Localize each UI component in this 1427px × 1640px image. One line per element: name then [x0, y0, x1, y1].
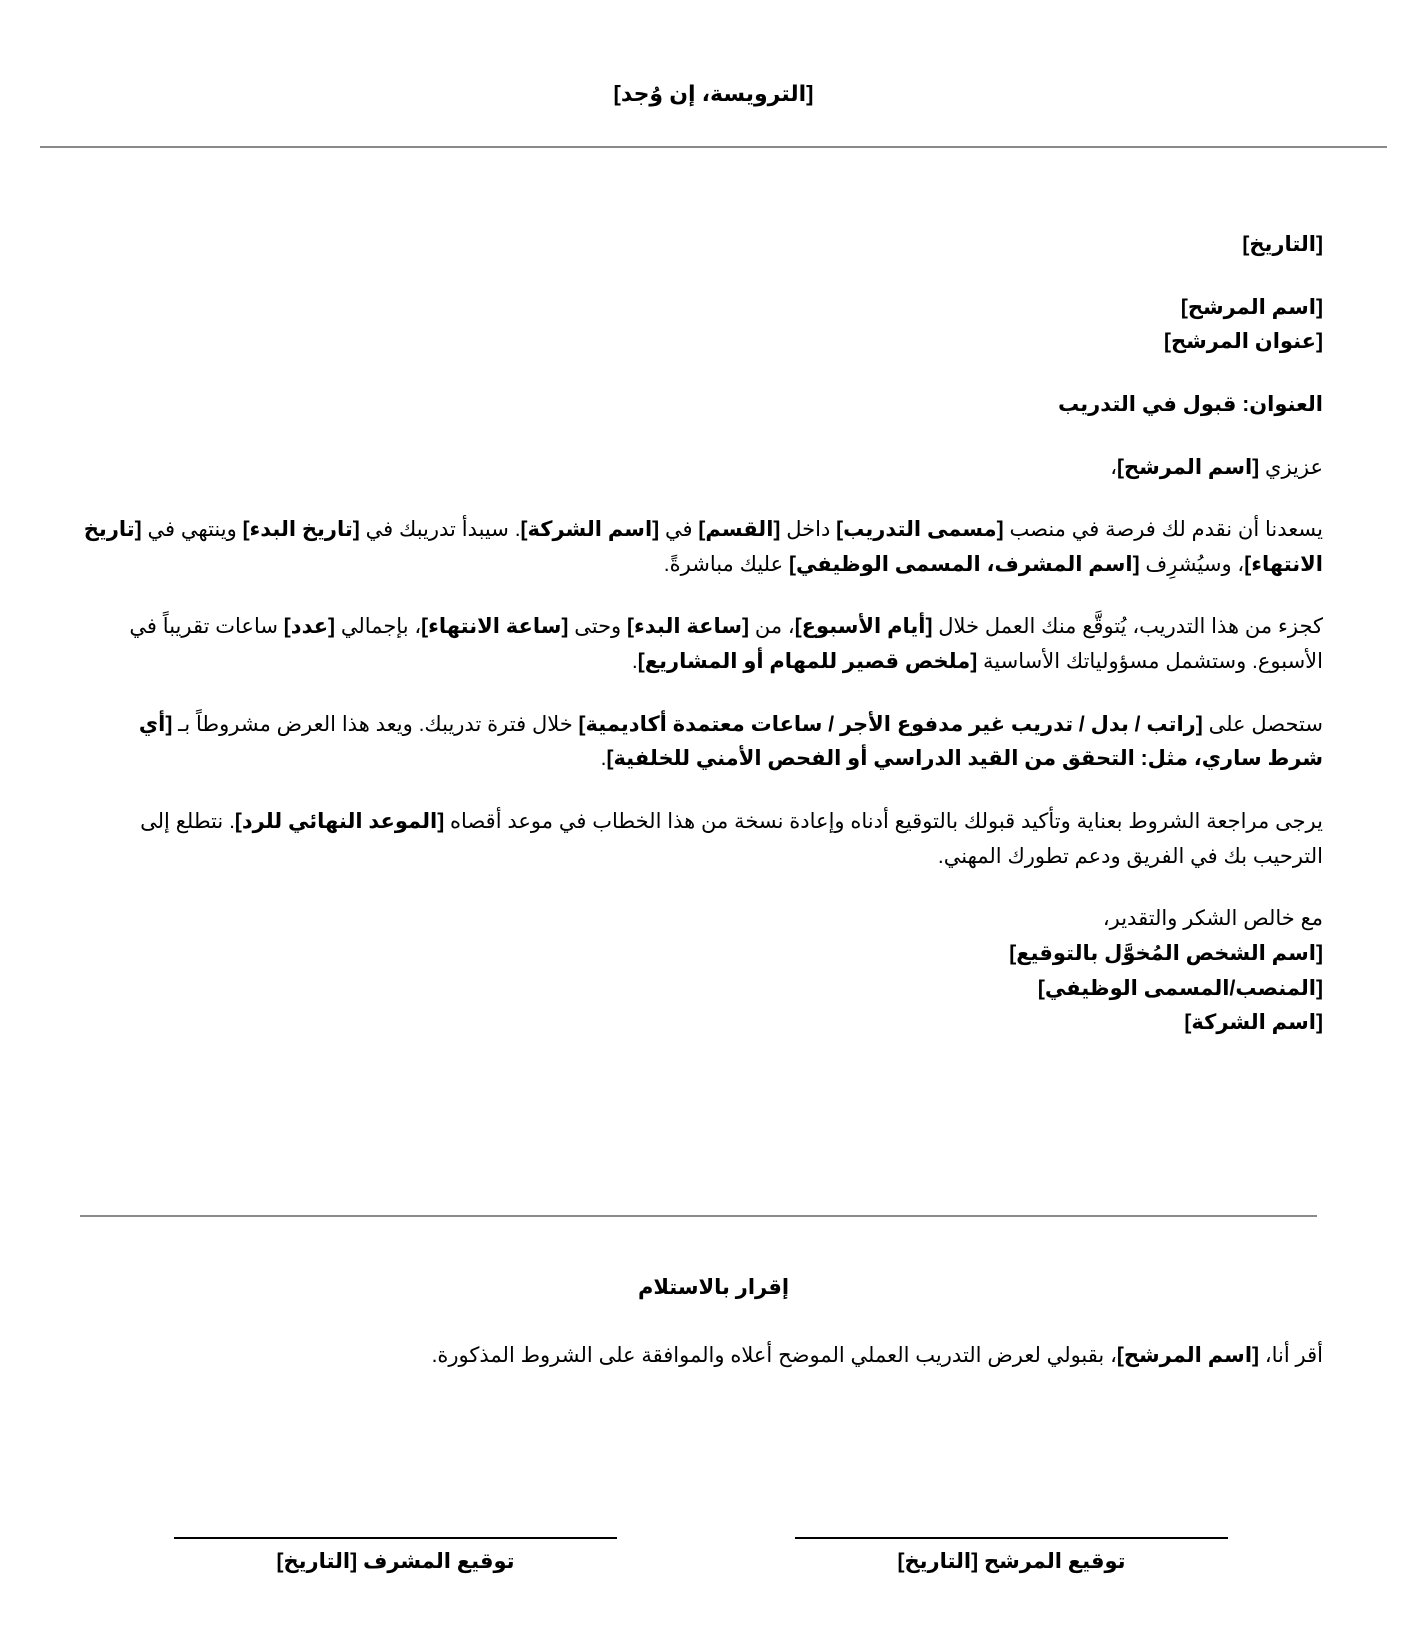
- placeholder-conditions: [أي شرط ساري، مثل: التحقق من القيد الدراسي أو الفحص الأمني للخلفية]: [138, 712, 1323, 771]
- text: داخل: [780, 518, 837, 542]
- text: ساعات تقريباً في الأسبوع. وستشمل مسؤولياتك الأساسية: [129, 615, 1323, 674]
- greeting-suffix: ،: [1110, 455, 1118, 479]
- placeholder-candidate-name: [اسم المرشح]: [1116, 1344, 1260, 1367]
- candidate-signature-line[interactable]: [795, 1537, 1228, 1539]
- placeholder-tasks-summary: [ملخص قصير للمهام أو المشاريع]: [637, 650, 978, 674]
- text: . نتطلع إلى الترحيب بك في الفريق ودعم تطورك المهني.: [140, 810, 1323, 868]
- text: يرجى مراجعة الشروط بعناية وتأكيد قبولك بالتوقيع أدناه وإعادة نسخة من هذا الخطاب في موعد أقصاه: [444, 810, 1323, 834]
- text: في: [659, 518, 699, 542]
- placeholder-compensation: [راتب / بدل / تدريب غير مدفوع الأجر / ساعات معتمدة أكاديمية]: [578, 712, 1203, 736]
- placeholder-company: [اسم الشركة]: [520, 518, 660, 542]
- recipient-address: [عنوان المرشح]: [1163, 330, 1323, 354]
- placeholder-start-hour: [ساعة البدء]: [627, 615, 749, 639]
- top-divider: [40, 146, 1387, 148]
- text: يسعدنا أن نقدم لك فرصة في منصب: [1003, 518, 1323, 542]
- text: ، بإجمالي: [335, 615, 422, 639]
- placeholder-supervisor: [اسم المشرف، المسمى الوظيفي]: [789, 552, 1140, 576]
- text: أقر أنا،: [1259, 1344, 1323, 1367]
- text: وينتهي في: [141, 518, 243, 542]
- candidate-signature-label: توقيع المرشح [التاريخ]: [897, 1550, 1126, 1573]
- placeholder-start-date: [تاريخ البدء]: [242, 518, 360, 542]
- greeting-name: [اسم المرشح]: [1117, 455, 1260, 479]
- placeholder-weekdays: [أيام الأسبوع]: [794, 615, 933, 639]
- text: عليك مباشرةً.: [663, 552, 789, 576]
- placeholder-end-hour: [ساعة الانتهاء]: [421, 615, 569, 639]
- placeholder-department: [القسم]: [698, 518, 781, 542]
- recipient-block: [83, 291, 1323, 360]
- paragraph-response: [83, 805, 1323, 874]
- placeholder-end-date: [تاريخ الانتهاء]: [83, 518, 1323, 576]
- greeting-prefix: عزيزي: [1259, 455, 1323, 479]
- letterhead: [الترويسة، إن وُجد]: [613, 81, 814, 106]
- placeholder-internship-title: [مسمى التدريب]: [836, 518, 1004, 542]
- signatory-name: [اسم الشخص المُخوَّل بالتوقيع]: [1009, 941, 1323, 965]
- acknowledgement-title: إقرار بالاستلام: [637, 1276, 790, 1299]
- text: كجزء من هذا التدريب، يُتوقَّع منك العمل خلال: [932, 615, 1323, 639]
- text: .: [600, 747, 607, 771]
- paragraph-compensation: [83, 708, 1323, 777]
- text: ، من: [749, 615, 795, 639]
- supervisor-signature-label: توقيع المشرف [التاريخ]: [276, 1550, 515, 1573]
- text: .: [631, 650, 638, 674]
- text: ستحصل على: [1202, 712, 1323, 736]
- acknowledgement-divider: [80, 1215, 1317, 1217]
- closing-line: مع خالص الشكر والتقدير،: [1102, 907, 1323, 931]
- text: ، بقبولي لعرض التدريب العملي الموضح أعلاه والموافقة على الشروط المذكورة.: [431, 1344, 1117, 1367]
- paragraph-schedule: [83, 610, 1323, 679]
- paragraph-offer: [83, 513, 1323, 582]
- text: خلال فترة تدريبك. ويعد هذا العرض مشروطاً بـ: [172, 712, 579, 736]
- closing-block: [83, 902, 1323, 1041]
- letter-subject: العنوان: قبول في التدريب: [1058, 392, 1323, 416]
- placeholder-deadline: [الموعد النهائي للرد]: [234, 810, 445, 834]
- recipient-name: [اسم المرشح]: [1180, 295, 1323, 319]
- supervisor-signature-line[interactable]: [174, 1537, 617, 1539]
- text: . سيبدأ تدريبك في: [359, 518, 521, 542]
- text: ، وسيُشرِف: [1139, 552, 1245, 576]
- letter-body: [83, 228, 1323, 1041]
- letter-date: [التاريخ]: [1242, 233, 1323, 256]
- text: وحتى: [568, 615, 628, 639]
- signatory-position: [المنصب/المسمى الوظيفي]: [1037, 976, 1323, 1000]
- signatory-company: [اسم الشركة]: [1184, 1011, 1323, 1035]
- greeting: [83, 451, 1323, 486]
- acknowledgement-text: [83, 1339, 1323, 1374]
- placeholder-hours-count: [عدد]: [283, 615, 336, 639]
